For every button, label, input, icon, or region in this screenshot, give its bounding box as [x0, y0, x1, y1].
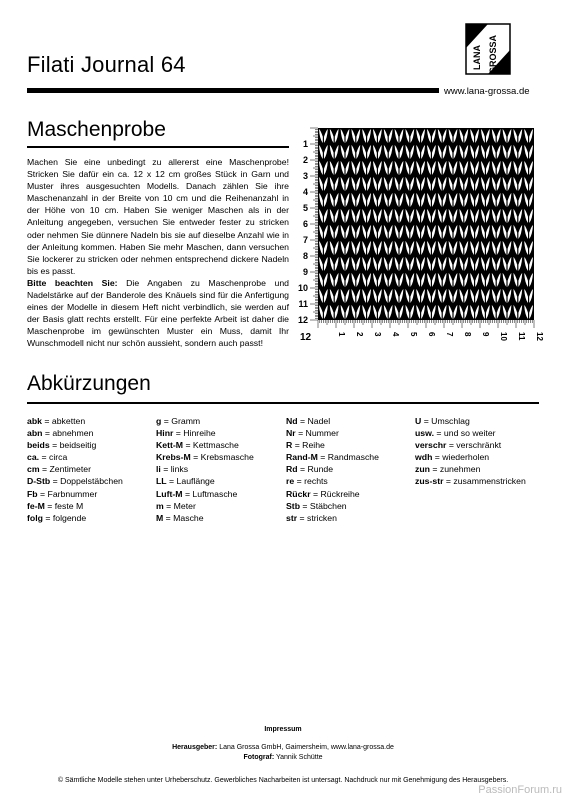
copyright-notice: © Sämtliche Modelle stehen unter Urheberschutz. Gewerbliches Nacharbeiten ist untersagt. Nachdruck nur mit Genehmigung des Herausgebers.	[57, 777, 509, 784]
ruler-label: 11	[298, 299, 308, 309]
abbreviation-entry	[27, 415, 123, 427]
impressum-title: Impressum	[264, 726, 302, 733]
abbreviation-term: cm	[27, 464, 40, 475]
abbreviation-term: Luft-M	[156, 488, 183, 499]
abbreviation-entry	[156, 488, 254, 500]
abbreviation-column-2	[156, 415, 254, 524]
abbreviation-entry	[156, 415, 254, 427]
gauge-swatch-diagram	[298, 126, 543, 348]
abbreviation-entry	[156, 500, 254, 512]
abbreviation-column-1	[27, 415, 123, 524]
abbreviation-entry	[286, 415, 379, 427]
abbreviation-entry	[27, 488, 123, 500]
abbreviation-term: verschr	[415, 440, 447, 451]
abbreviation-meaning: = Masche	[163, 512, 204, 523]
abbreviation-meaning: = abketten	[41, 416, 86, 426]
abbreviation-term: usw.	[415, 428, 434, 439]
abbreviation-entry	[415, 451, 526, 463]
abbreviation-entry	[415, 415, 526, 427]
abbreviation-entry	[286, 427, 379, 439]
ruler-bottom	[318, 320, 544, 341]
abbreviation-entry	[286, 463, 379, 475]
abbreviation-entry	[415, 439, 526, 451]
abbreviation-meaning: = feste M	[44, 500, 84, 511]
abbreviation-term: abn	[27, 428, 43, 439]
abbreviation-term: Krebs-M	[156, 452, 191, 463]
abbreviation-entry	[415, 463, 526, 475]
abbreviation-entry	[286, 451, 379, 463]
abbreviation-entry	[286, 500, 379, 512]
abbreviation-entry	[286, 475, 379, 487]
abbreviation-meaning: = wiederholen	[432, 452, 490, 463]
svg-text:LANA: LANA	[472, 45, 482, 70]
abbreviation-entry	[156, 463, 254, 475]
abbreviation-meaning: = Farbnummer	[37, 488, 98, 499]
ruler-label: 12	[297, 315, 308, 325]
abbreviation-term: re	[286, 476, 295, 487]
abbreviation-term: ca.	[27, 452, 40, 463]
abbreviation-meaning: = zunehmen	[429, 464, 481, 475]
ruler-label: 10	[297, 283, 308, 293]
header-url[interactable]: www.lana-grossa.de	[444, 86, 530, 97]
ruler-label: 8	[302, 251, 308, 261]
ruler-label: 9	[302, 267, 308, 277]
abbreviation-meaning: = folgende	[42, 512, 87, 523]
section-title-abkuerzungen: Abkürzungen	[27, 372, 151, 395]
ruler-label: 1	[337, 332, 346, 337]
abbreviation-meaning: = Rückreihe	[310, 488, 360, 499]
abbreviation-term: str	[286, 512, 298, 523]
svg-text:GROSSA: GROSSA	[488, 34, 498, 74]
abbreviation-entry	[27, 463, 123, 475]
abbreviation-entry	[156, 451, 254, 463]
abbreviation-term: li	[156, 464, 161, 475]
abbreviation-entry	[27, 512, 123, 524]
abbreviation-meaning: = abnehmen	[42, 428, 94, 439]
abbreviation-term: Stb	[286, 500, 300, 511]
abbreviation-meaning: = und so weiter	[434, 428, 496, 439]
abbreviation-meaning: = links	[160, 464, 189, 475]
abbreviation-entry	[156, 475, 254, 487]
abbreviation-term: abk	[27, 416, 42, 426]
abbreviation-entry	[415, 427, 526, 439]
ruler-label: 11	[517, 332, 526, 341]
abbreviation-entry	[27, 427, 123, 439]
section-rule	[27, 146, 289, 148]
abbreviation-term: Nd	[286, 416, 298, 426]
publisher-label: Herausgeber:	[172, 744, 218, 751]
abbreviation-entry	[415, 475, 526, 487]
swatch-background	[318, 128, 534, 320]
abbreviation-entry	[27, 451, 123, 463]
ruler-label: 5	[409, 332, 418, 337]
abbreviation-term: Hinr	[156, 428, 174, 439]
abbreviation-term: g	[156, 416, 162, 426]
abbreviation-term: m	[156, 500, 164, 511]
ruler-label: 5	[302, 203, 308, 213]
abbreviation-meaning: = zusammenstricken	[443, 476, 526, 487]
abbreviation-entry	[286, 439, 379, 451]
abbreviation-meaning: = Meter	[163, 500, 196, 511]
abbreviation-entry	[27, 439, 123, 451]
impressum-publisher	[0, 743, 566, 753]
abbreviation-meaning: = Kettmasche	[183, 440, 239, 451]
abbreviation-term: Kett-M	[156, 440, 184, 451]
ruler-left	[298, 128, 318, 343]
ruler-label: 3	[373, 332, 382, 337]
section-rule	[27, 402, 539, 404]
abbreviation-term: beids	[27, 440, 50, 451]
abbreviation-meaning: = Reihe	[292, 440, 325, 451]
maschenprobe-para1: Machen Sie eine unbedingt zu allererst eine Maschenprobe! Stricken Sie dafür ein ca. 12 x 12 cm großes Stück in Garn und Muster ihres ausgesuchten Modells. Danach zählen Sie ihre Maschenanzahl in der Breite von 10 cm und die Reihenanzahl in der Höhe von 10 cm. Haben Sie weniger Maschen als in der Anleitung angegeben, versuchen Sie entweder fester zu stricken oder nehmen Sie dünnere Nadeln bis sie auf dieselbe Anzahl wie in der Anleitung kommen. Haben Sie mehr Maschen, dann versuchen Sie lockerer zu stricken oder nehmen entsprechend dickere Nadeln bis es passt.	[27, 157, 289, 276]
abbreviation-entry	[156, 439, 254, 451]
page-title: Filati Journal 64	[27, 52, 186, 77]
abbreviation-term: folg	[27, 512, 43, 523]
abbreviation-term: Rd	[286, 464, 298, 475]
impressum	[0, 725, 566, 763]
abbreviation-term: Rückr	[286, 488, 311, 499]
abbreviation-entry	[27, 500, 123, 512]
abbreviation-term: M	[156, 512, 164, 523]
abbreviation-meaning: = Randmasche	[317, 452, 379, 463]
abbreviation-term: wdh	[415, 452, 433, 463]
impressum-photographer	[0, 753, 566, 763]
abbreviation-term: R	[286, 440, 293, 451]
abbreviation-meaning: = Nummer	[295, 428, 339, 439]
abbreviation-meaning: = Umschlag	[421, 416, 470, 426]
abbreviation-entry	[156, 512, 254, 524]
abbreviation-term: LL	[156, 476, 167, 487]
abbreviation-entry	[27, 475, 123, 487]
abbreviation-term: Rand-M	[286, 452, 318, 463]
ruler-label: 8	[463, 332, 472, 337]
abbreviation-meaning: = verschränkt	[446, 440, 502, 451]
abbreviation-column-3	[286, 415, 379, 524]
ruler-label: 6	[302, 219, 308, 229]
ruler-label: 4	[302, 187, 308, 197]
ruler-label: 10	[499, 332, 508, 341]
ruler-label: 4	[391, 332, 400, 337]
abbreviation-entry	[286, 488, 379, 500]
watermark: PassionForum.ru	[478, 784, 562, 796]
abbreviation-meaning: = circa	[39, 452, 68, 463]
abbreviation-meaning: = Lauflänge	[166, 476, 215, 487]
abbreviation-meaning: = Doppelstäbchen	[50, 476, 123, 487]
abbreviation-meaning: = Gramm	[161, 416, 201, 426]
lana-grossa-logo	[462, 20, 514, 78]
abbreviation-meaning: = Luftmasche	[182, 488, 238, 499]
abbreviation-meaning: = Stäbchen	[300, 500, 347, 511]
ruler-label: 12	[535, 332, 544, 341]
ruler-label: 9	[481, 332, 490, 337]
publisher-value: Lana Grossa GmbH, Gaimersheim, www.lana-grossa.de	[217, 744, 394, 751]
abbreviation-meaning: = Hinreihe	[173, 428, 216, 439]
abbreviation-column-4	[415, 415, 526, 488]
abbreviation-meaning: = beidseitig	[49, 440, 97, 451]
maschenprobe-note-label: Bitte beachten Sie:	[27, 277, 118, 288]
ruler-label: 2	[302, 155, 308, 165]
abbreviation-meaning: = stricken	[297, 512, 337, 523]
ruler-label: 1	[302, 139, 308, 149]
abbreviation-meaning: = Zentimeter	[39, 464, 91, 475]
ruler-label: 7	[302, 235, 308, 245]
abbreviation-term: D-Stb	[27, 476, 51, 487]
abbreviation-term: zus-str	[415, 476, 444, 487]
abbreviation-term: U	[415, 416, 422, 426]
ruler-label: 2	[355, 332, 364, 337]
maschenprobe-para2: Die Angaben zu Maschenprobe und Nadelstärke auf der Banderole des Knäuels sind für die Anfertigung eines der Modelle in diesem Heft nicht verbindlich, sie werden auf der Basis glatt rechts erstellt. Für eine perfekte Arbeit ist daher die Maschenprobe im gewünschten Muster ein Muss, damit Ihr Wunschmodell nicht nur schön aussieht, sondern auch passt!	[27, 277, 289, 349]
header-rule	[27, 88, 439, 93]
abbreviation-term: zun	[415, 464, 430, 475]
abbreviation-term: fe-M	[27, 500, 45, 511]
abbreviation-meaning: = Runde	[297, 464, 334, 475]
maschenprobe-text	[27, 156, 289, 350]
abbreviation-meaning: = rechts	[294, 476, 328, 487]
ruler-label: 6	[427, 332, 436, 337]
photographer-value: Yannik Schütte	[274, 754, 323, 761]
section-title-maschenprobe: Maschenprobe	[27, 118, 166, 141]
ruler-corner-label: 12	[300, 332, 312, 343]
abbreviation-term: Fb	[27, 488, 38, 499]
abbreviation-entry	[156, 427, 254, 439]
ruler-label: 7	[445, 332, 454, 337]
photographer-label: Fotograf:	[243, 754, 275, 761]
abbreviation-meaning: = Krebsmasche	[190, 452, 254, 463]
abbreviation-entry	[286, 512, 379, 524]
abbreviation-term: Nr	[286, 428, 296, 439]
abbreviation-meaning: = Nadel	[297, 416, 331, 426]
ruler-label: 3	[302, 171, 308, 181]
